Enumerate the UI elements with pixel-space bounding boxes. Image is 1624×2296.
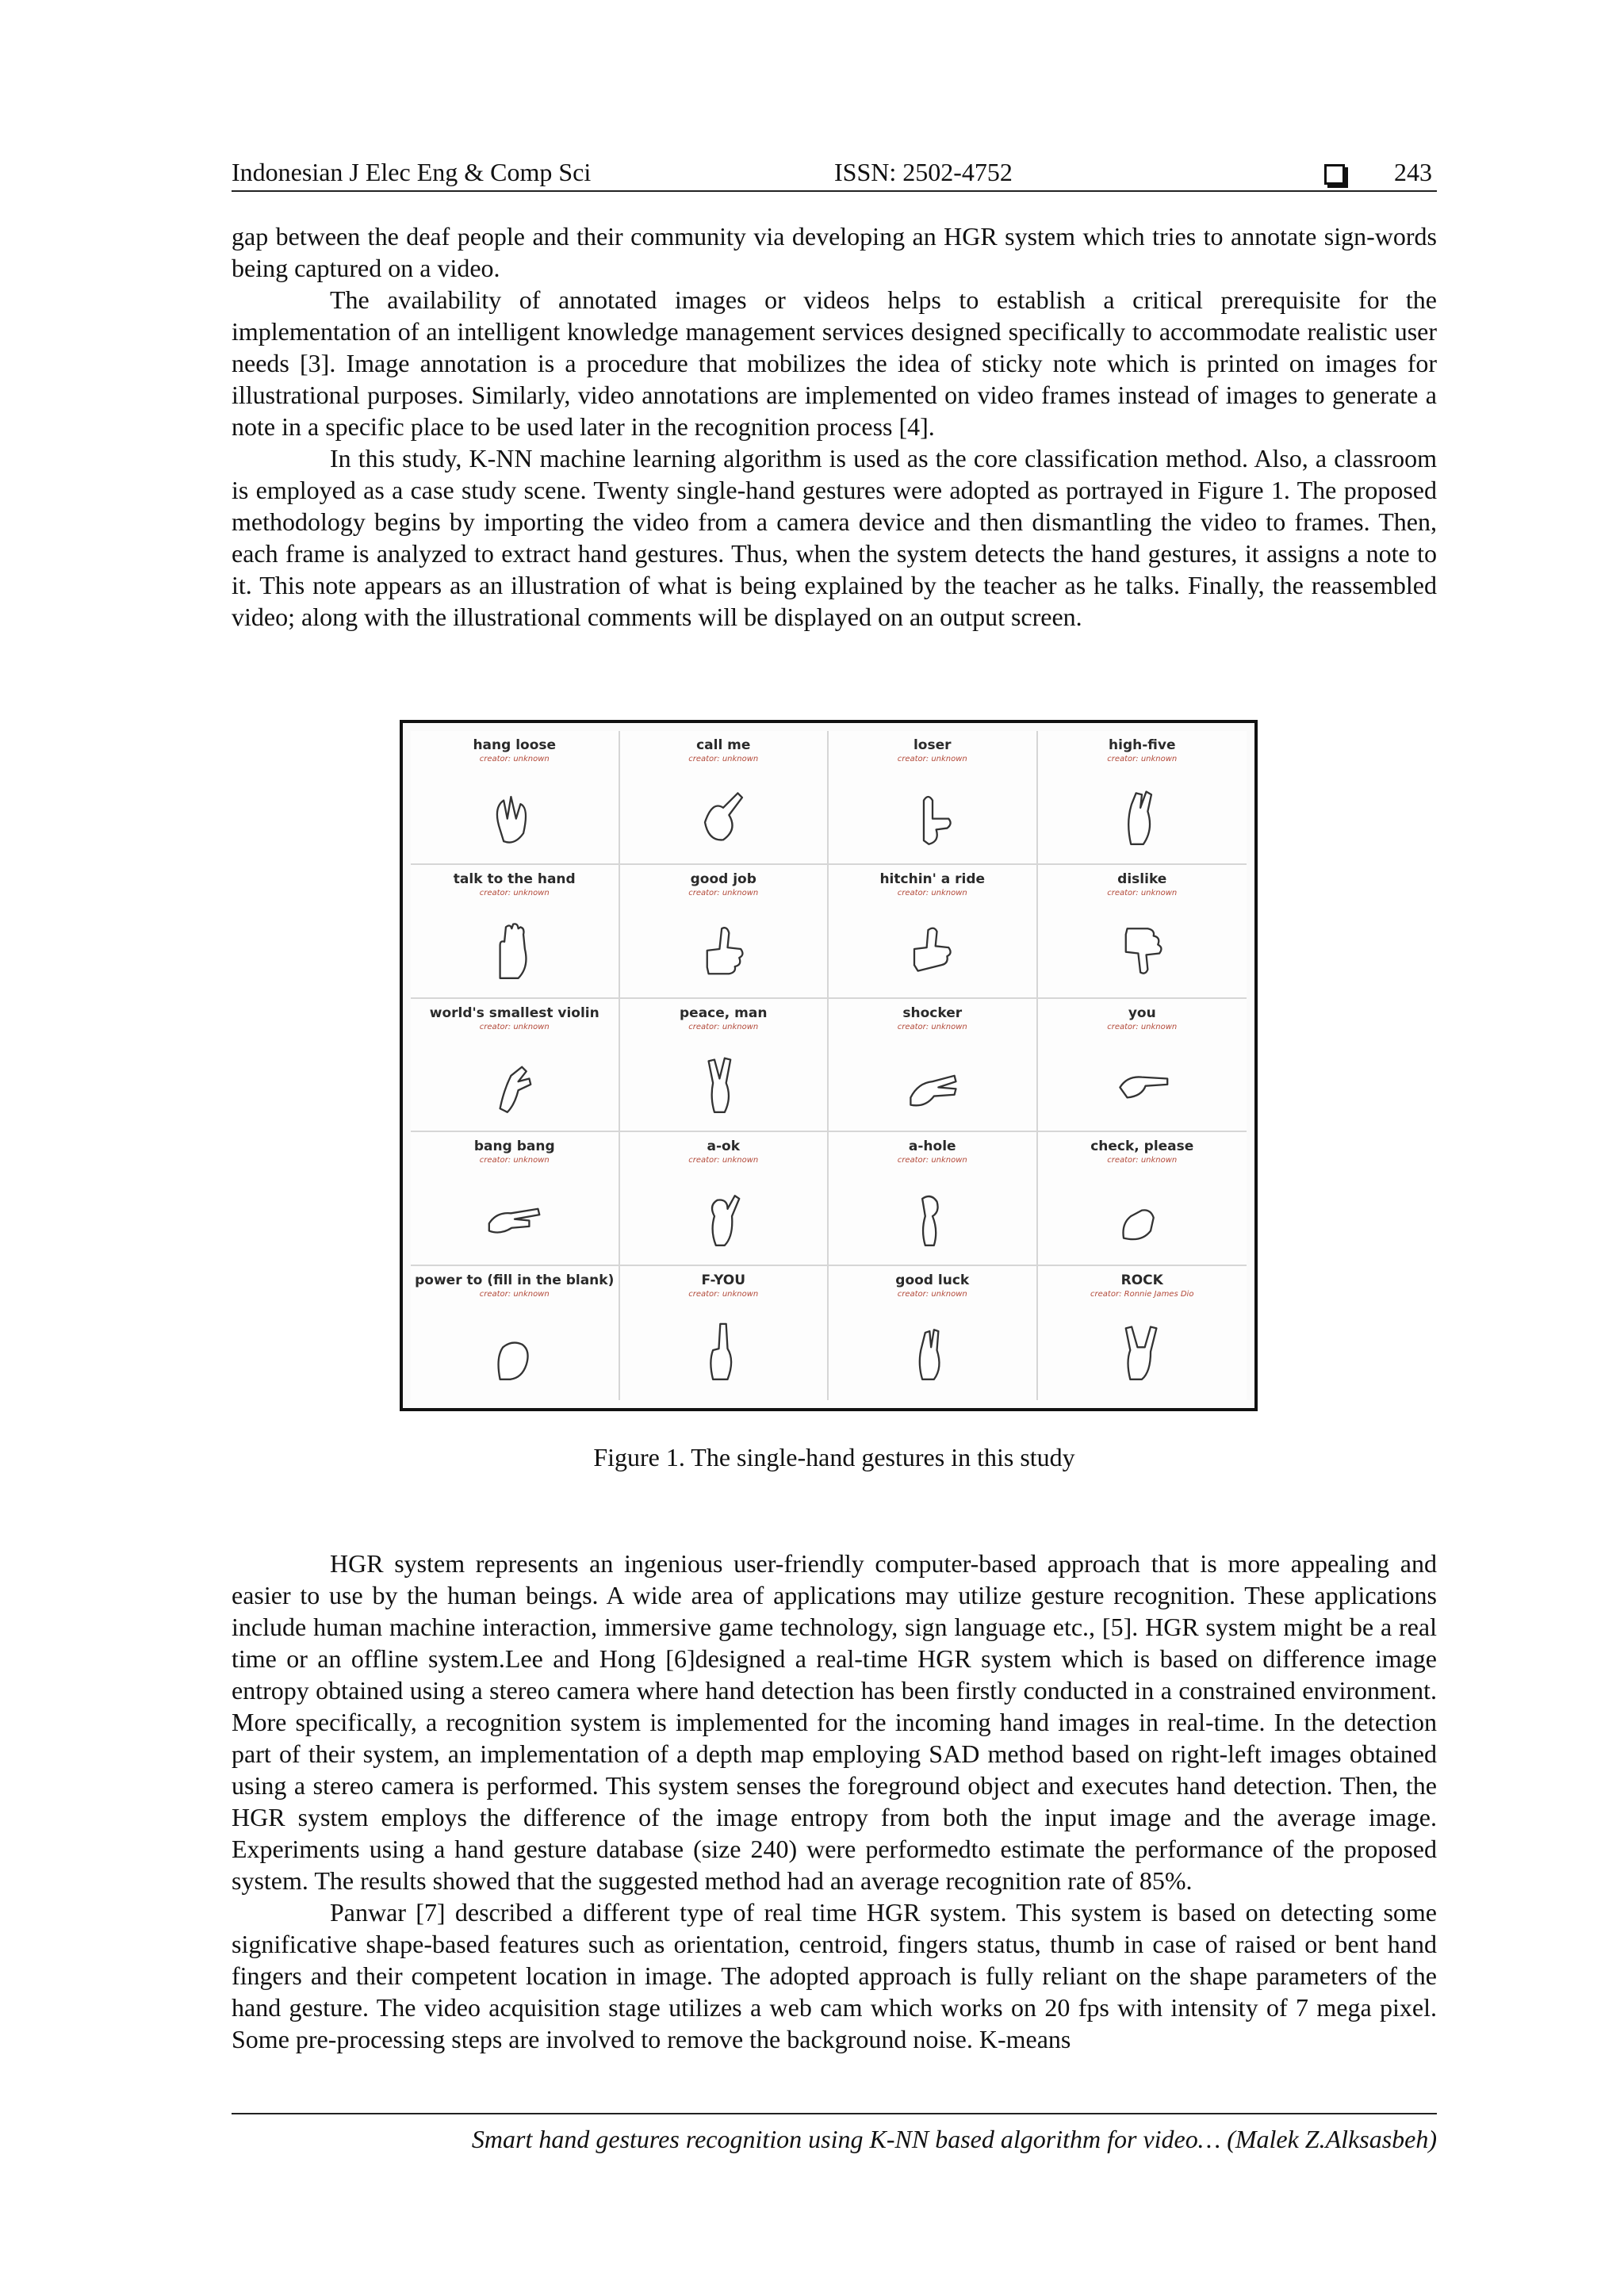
checkbox-glyph-icon: [1324, 164, 1345, 185]
gesture-credit: creator: unknown: [688, 1156, 759, 1165]
gesture-credit: creator: unknown: [688, 1290, 759, 1299]
gesture-cell: [829, 999, 1038, 1133]
gesture-label: power to (fill in the blank): [415, 1272, 615, 1289]
gesture-cell: [620, 1132, 829, 1266]
gesture-label: a-hole: [908, 1138, 956, 1155]
gesture-label: good job: [690, 871, 756, 887]
gesture-label: loser: [913, 737, 952, 753]
gesture-credit: creator: unknown: [688, 755, 759, 763]
hand-gesture-icon: [896, 1043, 969, 1123]
gesture-label: F-YOU: [701, 1272, 746, 1289]
gesture-grid: [411, 731, 1247, 1400]
gesture-credit: creator: unknown: [897, 888, 967, 897]
gesture-cell: [1038, 1266, 1247, 1400]
paragraph: Panwar [7] described a different type of real time HGR system. This system is based on detecting some significative shape-based features such as orientation, centroid, fingers status, thumb in case of raised or bent hand fingers and their competent location in image. The adopted approach is fully reliant on the shape parameters of the hand gesture. The video acquisition stage utilizes a web cam which works on 20 fps with intensity of 7 mega pixel. Some pre-processing steps are involved to remove the background noise. K-means: [232, 1898, 1437, 2053]
journal-name: Indonesian J Elec Eng & Comp Sci: [232, 158, 592, 186]
gesture-label: bang bang: [473, 1138, 555, 1155]
gesture-label: shocker: [902, 1004, 963, 1021]
gesture-credit: creator: unknown: [1107, 888, 1178, 897]
hand-gesture-icon: [687, 1043, 760, 1123]
paragraph: gap between the deaf people and their community via developing an HGR system which tries to annotate sign-words being captured on a video.: [232, 222, 1437, 282]
hand-gesture-icon: [478, 909, 551, 989]
hand-gesture-icon: [687, 909, 760, 989]
gesture-label: hitchin' a ride: [879, 871, 986, 887]
page-number: 243: [1394, 158, 1432, 186]
gesture-cell: [411, 1132, 620, 1266]
gesture-cell: [1038, 1132, 1247, 1266]
gesture-credit: creator: unknown: [1107, 1022, 1178, 1031]
gesture-label: talk to the hand: [453, 871, 576, 887]
gesture-label: dislike: [1117, 871, 1167, 887]
gesture-label: world's smallest violin: [429, 1004, 599, 1021]
gesture-credit: creator: unknown: [897, 1156, 967, 1165]
gesture-label: peace, man: [680, 1004, 768, 1021]
figure-caption: Figure 1. The single-hand gestures in this study: [593, 1443, 1075, 1471]
gesture-label: ROCK: [1120, 1272, 1163, 1289]
gesture-credit: creator: unknown: [688, 888, 759, 897]
gesture-credit: creator: unknown: [1107, 755, 1178, 763]
gesture-credit: creator: Ronnie James Dio: [1090, 1290, 1194, 1299]
gesture-label: a-ok: [707, 1138, 740, 1155]
gesture-credit: creator: unknown: [479, 1022, 550, 1031]
hand-gesture-icon: [896, 1177, 969, 1256]
gesture-cell: [620, 999, 829, 1133]
gesture-credit: creator: unknown: [479, 1290, 550, 1299]
hand-gesture-icon: [1105, 1311, 1178, 1390]
gesture-cell: [620, 865, 829, 999]
hand-gesture-icon: [1105, 1177, 1178, 1256]
gesture-cell: [1038, 999, 1247, 1133]
hand-gesture-icon: [1105, 1043, 1178, 1123]
gesture-cell: [620, 1266, 829, 1400]
hand-gesture-icon: [896, 1311, 969, 1390]
body-text-top: [232, 220, 1437, 633]
gesture-credit: creator: unknown: [897, 1022, 967, 1031]
gesture-cell: [829, 865, 1038, 999]
gesture-cell: [620, 731, 829, 865]
hand-gesture-icon: [478, 1043, 551, 1123]
hand-gesture-icon: [687, 775, 760, 855]
gesture-cell: [411, 999, 620, 1133]
hand-gesture-icon: [478, 1177, 551, 1256]
gesture-credit: creator: unknown: [479, 1156, 550, 1165]
gesture-credit: creator: unknown: [479, 888, 550, 897]
gesture-cell: [829, 731, 1038, 865]
hand-gesture-icon: [687, 1311, 760, 1390]
hand-gesture-icon: [1105, 909, 1178, 989]
hand-gesture-icon: [896, 909, 969, 989]
hand-gesture-icon: [478, 1311, 551, 1390]
gesture-label: good luck: [895, 1272, 970, 1289]
paragraph: HGR system represents an ingenious user-friendly computer-based approach that is more appealing and easier to use by the human beings. A wide area of applications may utilize gesture recognition. These applications include human machine interaction, immersive game technology, sign language etc., [5]. HGR system might be a real time or an offline system.Lee and Hong [6]designed a real-time HGR system which is based on difference image entropy obtained using a stereo camera where hand detection has been firstly conducted in a constrained environment. More specifically, a recognition system is implemented for the incoming hand images in real-time. In the detection part of their system, an implementation of a depth map employing SAD method based on right-left images obtained using a stereo camera is performed. This system senses the foreground object and executes hand detection. Then, the HGR system employs the difference of the image entropy from both the input image and the average image. Experiments using a hand gesture database (size 240) were performedto estimate the performance of the proposed system. The results showed that the suggested method had an average recognition rate of 85%.: [232, 1549, 1437, 1895]
gesture-credit: creator: unknown: [897, 755, 967, 763]
gesture-cell: [829, 1132, 1038, 1266]
hand-gesture-icon: [896, 775, 969, 855]
paragraph: In this study, K-NN machine learning algorithm is used as the core classification method. Also, a classroom is employed as a case study scene. Twenty single-hand gestures were adopted as portrayed in Figure 1. The proposed methodology begins by importing the video from a camera device and then dismantling the video to frames. Then, each frame is analyzed to extract hand gestures. Thus, when the system detects the hand gestures, it assigns a note to it. This note appears as an illustration of what is being explained by the teacher as he talks. Finally, the reassembled video; along with the illustrational comments will be displayed on an output screen.: [232, 444, 1437, 631]
gesture-label: you: [1128, 1004, 1156, 1021]
gesture-label: high-five: [1109, 737, 1176, 753]
body-text-bottom: [232, 1548, 1437, 2055]
gesture-credit: creator: unknown: [897, 1290, 967, 1299]
issn: ISSN: 2502-4752: [834, 158, 1013, 186]
gesture-credit: creator: unknown: [1107, 1156, 1178, 1165]
gesture-label: hang loose: [473, 737, 557, 753]
hand-gesture-icon: [478, 775, 551, 855]
gesture-cell: [829, 1266, 1038, 1400]
gesture-cell: [1038, 865, 1247, 999]
gesture-credit: creator: unknown: [479, 755, 550, 763]
page-header: [232, 154, 1437, 192]
page-footer: [232, 2113, 1437, 2157]
hand-gesture-icon: [1105, 775, 1178, 855]
gesture-cell: [411, 1266, 620, 1400]
gesture-cell: [1038, 731, 1247, 865]
gesture-cell: [411, 731, 620, 865]
gesture-label: check, please: [1090, 1138, 1194, 1155]
gesture-credit: creator: unknown: [688, 1022, 759, 1031]
figure-1: [400, 720, 1258, 1411]
hand-gesture-icon: [687, 1177, 760, 1256]
running-title: Smart hand gestures recognition using K-NN based algorithm for video… (Malek Z.Alksasbeh): [471, 2125, 1437, 2153]
gesture-label: call me: [696, 737, 751, 753]
paragraph: The availability of annotated images or videos helps to establish a critical prerequisite for the implementation of an intelligent knowledge management services designed specifically to accommodate realistic user needs [3]. Image annotation is a procedure that mobilizes the idea of sticky note which is printed on images for illustrational purposes. Similarly, video annotations are implemented on video frames instead of images to generate a note in a specific place to be used later in the recognition process [4].: [232, 285, 1437, 441]
gesture-cell: [411, 865, 620, 999]
